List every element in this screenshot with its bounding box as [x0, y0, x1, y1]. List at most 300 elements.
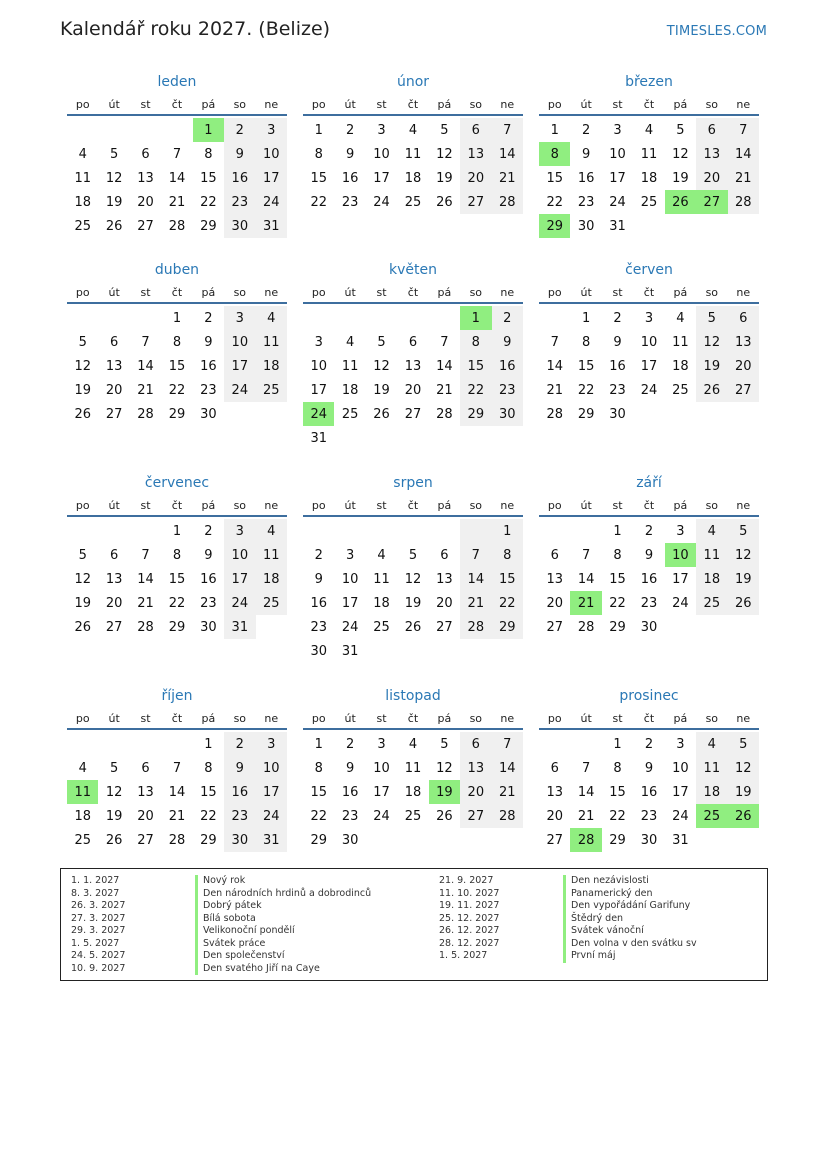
weekday-label: út [580, 711, 592, 725]
month-name: leden [157, 74, 197, 90]
day-cell: 6 [550, 547, 559, 563]
day-cell: 24 [341, 619, 359, 635]
day-cell: 3 [256, 118, 287, 142]
day-cell: 23 [200, 595, 217, 611]
weekday-label: po [311, 285, 326, 299]
legend-holiday-name: První máj [563, 950, 616, 963]
weekday-header [539, 708, 759, 730]
day-cell: 28 [168, 832, 186, 848]
day-cell: 3 [644, 310, 654, 326]
legend-date: 26. 3. 2027 [71, 900, 126, 911]
weekday-label: ne [736, 711, 751, 725]
legend-date: 10. 9. 2027 [71, 962, 126, 974]
day-cell: 13 [728, 330, 759, 354]
day-cell: 27 [137, 832, 154, 848]
day-cell: 6 [109, 547, 119, 563]
day-cell: 15 [460, 354, 491, 378]
empty-cell [67, 519, 98, 543]
day-cell: 10 [373, 146, 390, 162]
day-cell: 12 [728, 756, 759, 780]
day-cell: 24 [256, 804, 287, 828]
day-cell: 2 [644, 736, 654, 752]
day-cell: 8 [581, 334, 591, 350]
day-cell: 13 [105, 571, 123, 587]
empty-cell [98, 519, 129, 543]
day-cell: 27 [404, 406, 422, 422]
day-cell: 15 [200, 170, 217, 186]
day-cell: 25 [256, 378, 287, 402]
weekday-label: po [547, 498, 562, 512]
weekday-header [539, 282, 759, 304]
weekday-label: pá [673, 498, 688, 512]
day-cell: 15 [310, 170, 327, 186]
day-cell: 31 [256, 214, 287, 238]
weekday-label: čt [171, 498, 183, 512]
day-cell: 30 [609, 406, 626, 422]
weekday-label: st [140, 498, 151, 512]
day-cell: 27 [546, 619, 563, 635]
day-cell: 5 [440, 736, 449, 752]
month-name: červen [625, 262, 673, 278]
day-cell: 30 [310, 643, 327, 659]
day-cell: 26 [728, 591, 759, 615]
day-cell: 15 [609, 571, 626, 587]
legend-holiday-name: Velikonoční pondělí [195, 925, 295, 938]
empty-cell [460, 519, 491, 543]
empty-cell [570, 732, 601, 756]
day-cell: 1 [581, 310, 591, 326]
day-cell: 30 [640, 619, 658, 635]
weekday-label: út [580, 285, 592, 299]
weekday-label: so [469, 711, 483, 725]
day-cell: 6 [109, 334, 119, 350]
day-cell: 20 [105, 382, 123, 398]
brand-logo[interactable]: TIMESLES.COM [666, 24, 767, 39]
empty-cell [303, 519, 334, 543]
holiday-day-cell: 25 [696, 804, 727, 828]
day-cell: 12 [105, 784, 123, 800]
day-cell: 10 [609, 146, 626, 162]
day-cell: 27 [105, 406, 123, 422]
weekday-label: so [469, 498, 483, 512]
day-cell: 10 [640, 334, 658, 350]
legend-holiday-name: Štědrý den [563, 913, 623, 926]
day-cell: 28 [577, 619, 595, 635]
month-prosinec [539, 684, 759, 852]
day-cell: 13 [460, 142, 491, 166]
day-cell: 13 [137, 170, 154, 186]
day-cell: 19 [74, 595, 91, 611]
day-cell: 22 [200, 808, 217, 824]
empty-cell [366, 306, 397, 330]
weekday-label: ne [500, 711, 515, 725]
day-cell: 10 [224, 543, 255, 567]
day-cell: 14 [460, 567, 491, 591]
weekday-label: pá [437, 285, 452, 299]
day-cell: 20 [546, 808, 563, 824]
day-cell: 28 [137, 406, 154, 422]
weekday-header [303, 94, 523, 116]
legend-date: 1. 5. 2027 [439, 950, 488, 961]
empty-cell [570, 519, 601, 543]
legend-holiday-name: Den svatého Jiří na Caye [195, 963, 320, 976]
day-cell: 23 [200, 382, 217, 398]
empty-cell [539, 732, 570, 756]
day-cell: 8 [204, 760, 213, 776]
page-title: Kalendář roku 2027. (Belize) [60, 18, 331, 40]
day-cell: 4 [78, 760, 87, 776]
weekday-label: ne [264, 711, 279, 725]
day-cell: 9 [613, 334, 622, 350]
day-cell: 20 [137, 808, 154, 824]
day-cell: 7 [550, 334, 559, 350]
weekday-label: po [547, 711, 562, 725]
day-cell: 21 [137, 595, 154, 611]
day-cell: 7 [728, 118, 759, 142]
day-cell: 4 [676, 310, 685, 326]
weekday-label: so [705, 97, 719, 111]
day-cell: 6 [460, 118, 491, 142]
weekday-header [539, 94, 759, 116]
day-cell: 18 [404, 170, 422, 186]
day-cell: 20 [137, 194, 154, 210]
day-cell: 19 [436, 170, 453, 186]
weekday-label: po [75, 285, 90, 299]
day-cell: 3 [345, 547, 355, 563]
day-cell: 28 [546, 406, 563, 422]
weekday-label: ne [500, 498, 515, 512]
day-cell: 11 [341, 358, 359, 374]
legend-row [439, 938, 697, 951]
day-grid [67, 519, 287, 639]
day-cell: 9 [644, 760, 654, 776]
day-cell: 1 [613, 523, 622, 539]
day-cell: 16 [640, 784, 658, 800]
day-cell: 27 [436, 619, 453, 635]
day-cell: 7 [492, 118, 523, 142]
holiday-day-cell: 29 [539, 214, 570, 238]
day-cell: 19 [105, 194, 123, 210]
empty-cell [397, 306, 428, 330]
day-grid [539, 732, 759, 852]
legend-holiday-name: Den národních hrdinů a dobrodinců [195, 888, 371, 901]
weekday-label: so [233, 97, 247, 111]
weekday-label: st [140, 285, 151, 299]
day-cell: 26 [696, 378, 727, 402]
weekday-header [303, 495, 523, 517]
day-cell: 28 [492, 190, 523, 214]
day-cell: 16 [200, 571, 217, 587]
day-cell: 14 [492, 142, 523, 166]
day-cell: 28 [492, 804, 523, 828]
month-červenec [67, 471, 287, 639]
day-cell: 6 [550, 760, 559, 776]
day-cell: 9 [345, 146, 355, 162]
weekday-label: pá [201, 711, 216, 725]
day-cell: 17 [373, 784, 390, 800]
month-name: únor [396, 74, 430, 90]
legend-column-right [439, 875, 697, 963]
day-cell: 16 [310, 595, 327, 611]
legend-holiday-name: Den nezávislosti [563, 875, 649, 888]
day-cell: 14 [728, 142, 759, 166]
day-cell: 2 [644, 523, 654, 539]
weekday-label: čt [407, 711, 419, 725]
month-name: prosinec [619, 688, 679, 704]
day-cell: 3 [256, 732, 287, 756]
day-cell: 1 [204, 736, 213, 752]
day-cell: 10 [256, 756, 287, 780]
empty-cell [429, 306, 460, 330]
day-cell: 14 [577, 571, 595, 587]
empty-cell [539, 306, 570, 330]
month-únor [303, 70, 523, 214]
day-grid [539, 118, 759, 238]
day-cell: 16 [492, 354, 523, 378]
month-květen [303, 258, 523, 450]
weekday-label: pá [201, 498, 216, 512]
day-cell: 4 [696, 732, 727, 756]
holiday-day-cell: 19 [429, 780, 460, 804]
day-cell: 5 [408, 547, 418, 563]
day-grid [67, 118, 287, 238]
day-cell: 14 [577, 784, 595, 800]
day-cell: 25 [640, 194, 658, 210]
day-cell: 25 [256, 591, 287, 615]
day-cell: 5 [377, 334, 386, 350]
legend-holiday-name: Panamerický den [563, 888, 653, 901]
day-cell: 27 [137, 218, 154, 234]
day-cell: 10 [672, 760, 689, 776]
day-cell: 11 [672, 334, 689, 350]
day-cell: 5 [440, 122, 449, 138]
day-cell: 18 [74, 194, 91, 210]
day-cell: 1 [550, 122, 559, 138]
day-cell: 23 [310, 619, 327, 635]
day-cell: 24 [609, 194, 626, 210]
day-cell: 4 [256, 306, 287, 330]
weekday-label: ne [264, 285, 279, 299]
day-cell: 9 [224, 756, 255, 780]
month-name: červenec [144, 475, 210, 491]
holiday-day-cell: 1 [193, 118, 224, 142]
day-cell: 29 [492, 615, 523, 639]
empty-cell [130, 519, 161, 543]
day-cell: 6 [408, 334, 418, 350]
weekday-label: ne [736, 97, 751, 111]
legend-row [71, 950, 371, 963]
day-cell: 5 [676, 122, 685, 138]
day-cell: 18 [256, 567, 287, 591]
empty-cell [429, 519, 460, 543]
weekday-label: čt [643, 285, 655, 299]
weekday-label: po [311, 97, 326, 111]
day-cell: 15 [310, 784, 327, 800]
day-cell: 22 [460, 378, 491, 402]
day-cell: 8 [492, 543, 523, 567]
legend-date: 26. 12. 2027 [439, 925, 500, 936]
day-cell: 28 [137, 619, 154, 635]
day-cell: 24 [373, 808, 390, 824]
day-cell: 22 [310, 194, 327, 210]
empty-cell [67, 118, 98, 142]
day-cell: 22 [546, 194, 563, 210]
day-grid [67, 732, 287, 852]
legend-row [71, 900, 371, 913]
day-cell: 27 [728, 378, 759, 402]
weekday-label: út [108, 498, 120, 512]
day-cell: 13 [546, 784, 563, 800]
day-cell: 16 [341, 784, 359, 800]
weekday-header [67, 708, 287, 730]
holiday-day-cell: 27 [696, 190, 727, 214]
day-cell: 26 [105, 832, 123, 848]
day-cell: 27 [460, 804, 491, 828]
empty-cell [98, 118, 129, 142]
day-cell: 21 [460, 591, 491, 615]
legend-date: 19. 11. 2027 [439, 900, 500, 911]
month-listopad [303, 684, 523, 852]
legend-date: 28. 12. 2027 [439, 937, 500, 949]
weekday-label: po [75, 711, 90, 725]
day-cell: 28 [460, 615, 491, 639]
day-cell: 10 [256, 142, 287, 166]
day-cell: 7 [172, 760, 182, 776]
day-cell: 5 [109, 146, 119, 162]
day-cell: 8 [172, 334, 182, 350]
legend-row [71, 963, 371, 976]
day-cell: 30 [640, 832, 658, 848]
weekday-label: pá [437, 97, 452, 111]
day-cell: 17 [310, 382, 327, 398]
day-cell: 24 [373, 194, 390, 210]
day-cell: 8 [613, 760, 622, 776]
day-cell: 7 [141, 334, 150, 350]
day-cell: 18 [256, 354, 287, 378]
weekday-label: ne [264, 97, 279, 111]
day-cell: 14 [137, 571, 154, 587]
month-name: květen [389, 262, 437, 278]
month-name: srpen [393, 475, 433, 491]
day-cell: 1 [314, 122, 323, 138]
day-cell: 29 [577, 406, 595, 422]
day-cell: 16 [640, 571, 658, 587]
day-cell: 21 [577, 808, 595, 824]
day-cell: 23 [492, 378, 523, 402]
day-cell: 19 [728, 780, 759, 804]
day-cell: 2 [224, 118, 255, 142]
month-name: duben [154, 262, 200, 278]
day-cell: 23 [224, 190, 255, 214]
empty-cell [161, 118, 192, 142]
day-cell: 17 [640, 358, 658, 374]
day-cell: 30 [577, 218, 595, 234]
day-cell: 22 [168, 382, 186, 398]
day-cell: 21 [168, 194, 186, 210]
day-cell: 9 [204, 334, 213, 350]
weekday-label: so [233, 498, 247, 512]
day-cell: 20 [436, 595, 453, 611]
legend-holiday-name: Svátek vánoční [563, 925, 644, 938]
day-cell: 11 [404, 760, 422, 776]
day-cell: 4 [78, 146, 87, 162]
day-cell: 15 [492, 567, 523, 591]
day-cell: 4 [408, 736, 418, 752]
empty-cell [98, 306, 129, 330]
day-cell: 25 [341, 406, 359, 422]
day-cell: 24 [224, 591, 255, 615]
weekday-label: pá [437, 711, 452, 725]
weekday-label: čt [643, 711, 655, 725]
day-cell: 29 [460, 402, 491, 426]
day-cell: 19 [672, 170, 689, 186]
empty-cell [303, 306, 334, 330]
day-cell: 31 [224, 615, 255, 639]
day-cell: 21 [546, 382, 563, 398]
day-cell: 6 [440, 547, 449, 563]
day-grid [67, 306, 287, 426]
day-cell: 29 [200, 218, 217, 234]
day-cell: 5 [78, 334, 87, 350]
day-cell: 8 [204, 146, 213, 162]
legend-date: 24. 5. 2027 [71, 950, 126, 961]
day-cell: 17 [256, 166, 287, 190]
day-cell: 26 [74, 406, 91, 422]
weekday-label: po [311, 498, 326, 512]
day-cell: 25 [696, 591, 727, 615]
weekday-label: so [469, 97, 483, 111]
weekday-label: čt [407, 498, 419, 512]
day-cell: 13 [404, 358, 422, 374]
day-cell: 11 [256, 330, 287, 354]
day-cell: 16 [200, 358, 217, 374]
day-cell: 13 [436, 571, 453, 587]
day-cell: 26 [74, 619, 91, 635]
weekday-label: st [612, 285, 623, 299]
day-cell: 20 [460, 166, 491, 190]
weekday-label: čt [407, 285, 419, 299]
holiday-day-cell: 24 [303, 402, 334, 426]
month-name: březen [625, 74, 673, 90]
day-cell: 24 [672, 808, 689, 824]
legend-date: 27. 3. 2027 [71, 912, 126, 924]
legend-holiday-name: Nový rok [195, 875, 245, 888]
day-cell: 19 [373, 382, 390, 398]
day-cell: 2 [204, 310, 213, 326]
day-cell: 27 [546, 832, 563, 848]
weekday-label: pá [673, 285, 688, 299]
legend-row [71, 938, 371, 951]
day-cell: 4 [377, 547, 386, 563]
day-grid [303, 519, 523, 663]
day-cell: 1 [172, 310, 182, 326]
day-cell: 13 [696, 142, 727, 166]
day-cell: 26 [436, 808, 453, 824]
day-cell: 22 [168, 595, 186, 611]
day-cell: 3 [224, 519, 255, 543]
day-cell: 22 [310, 808, 327, 824]
day-cell: 18 [640, 170, 658, 186]
weekday-label: st [376, 711, 387, 725]
day-cell: 3 [224, 306, 255, 330]
weekday-header [67, 282, 287, 304]
day-cell: 12 [105, 170, 123, 186]
day-cell: 13 [546, 571, 563, 587]
day-cell: 30 [200, 406, 217, 422]
day-cell: 9 [492, 330, 523, 354]
day-cell: 31 [609, 218, 626, 234]
legend-holiday-name: Den vypořádání Garifuny [563, 900, 690, 913]
